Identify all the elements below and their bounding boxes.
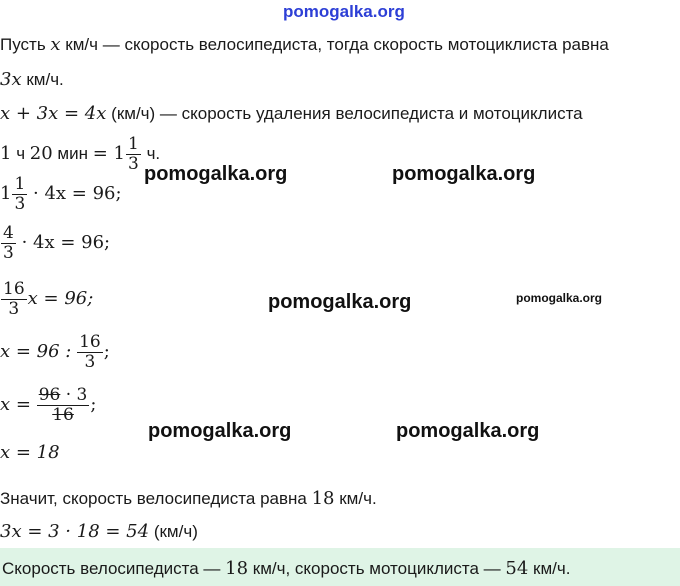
answer-value-moto: 54: [505, 558, 529, 579]
numerator: 16: [3, 279, 25, 300]
math-punct: ;: [103, 341, 110, 362]
math-expr: · 4x = 96;: [33, 183, 122, 204]
line-9: [0, 386, 96, 425]
answer-unit: км/ч.: [533, 559, 571, 578]
text: км/ч — скорость велосипедиста, тогда скорость мотоциклиста равна: [65, 35, 609, 54]
text: км/ч.: [339, 489, 377, 508]
text: (км/ч) — скорость удаления велосипедиста и мотоциклиста: [111, 104, 583, 123]
answer-text: [2, 558, 570, 579]
fraction: [37, 386, 90, 425]
fraction: [12, 175, 27, 214]
math-expr: x = 96;: [27, 288, 94, 309]
math-num: 1: [0, 143, 12, 164]
line-4: [0, 135, 160, 174]
math-var: x: [50, 34, 61, 55]
math-expr: · 4x = 96;: [21, 232, 111, 253]
denominator: 3: [14, 194, 26, 215]
fraction: [1, 280, 27, 319]
line-11: [0, 488, 377, 510]
math-num: 18: [311, 488, 335, 509]
denominator: 3: [128, 154, 139, 175]
denominator: 3: [8, 299, 20, 320]
answer-label: км/ч, скорость мотоциклиста —: [252, 559, 501, 578]
math-num: 20: [29, 143, 53, 164]
line-7: [0, 280, 93, 319]
watermark: pomogalka.org: [516, 291, 603, 305]
text: ч.: [146, 144, 161, 163]
math-expr: x = 18: [0, 442, 60, 463]
fraction: [1, 224, 16, 263]
denominator: 16: [52, 405, 74, 426]
watermark: pomogalka.org: [148, 420, 292, 442]
line-8: [0, 333, 110, 372]
math-expr: 3x = 3 · 18 = 54: [0, 521, 150, 542]
numerator: 4: [3, 223, 14, 244]
fraction: [126, 135, 141, 174]
text: (км/ч): [153, 522, 198, 541]
numerator: [37, 386, 90, 406]
line-3: [0, 103, 583, 125]
math-expr: x = 96 :: [0, 341, 72, 362]
struck-number: 96: [38, 385, 61, 406]
answer-label: Скорость велосипедиста —: [2, 559, 221, 578]
denominator: 3: [3, 243, 14, 264]
text: мин: [57, 144, 88, 163]
text: Пусть: [0, 35, 46, 54]
line-5: [0, 175, 122, 214]
watermark: pomogalka.org: [144, 163, 288, 185]
line-1: [0, 34, 609, 56]
line-12: [0, 521, 198, 543]
numerator: 1: [14, 174, 26, 195]
top-watermark: pomogalka.org: [283, 2, 405, 21]
answer-box: [0, 548, 680, 586]
line-6: [0, 224, 110, 263]
numerator: 1: [128, 134, 139, 155]
text: Значит, скорость велосипедиста равна: [0, 489, 307, 508]
answer-value-bike: 18: [225, 558, 249, 579]
watermark: pomogalka.org: [396, 420, 540, 442]
watermark: pomogalka.org: [268, 291, 412, 313]
math-expr: 3x: [0, 69, 22, 90]
math-expr: = 1: [92, 143, 125, 164]
numerator: 16: [79, 332, 101, 353]
math-expr: x =: [0, 394, 31, 415]
line-2: [0, 69, 64, 91]
fraction: [77, 333, 103, 372]
math-num: 1: [0, 183, 12, 204]
denominator: 3: [84, 352, 96, 373]
text: км/ч.: [26, 70, 64, 89]
math-expr: x + 3x = 4x: [0, 103, 107, 124]
text: ч: [16, 144, 26, 163]
line-10: [0, 442, 60, 464]
math-punct: ;: [90, 394, 97, 415]
watermark: pomogalka.org: [392, 163, 536, 185]
number: · 3: [65, 385, 88, 406]
